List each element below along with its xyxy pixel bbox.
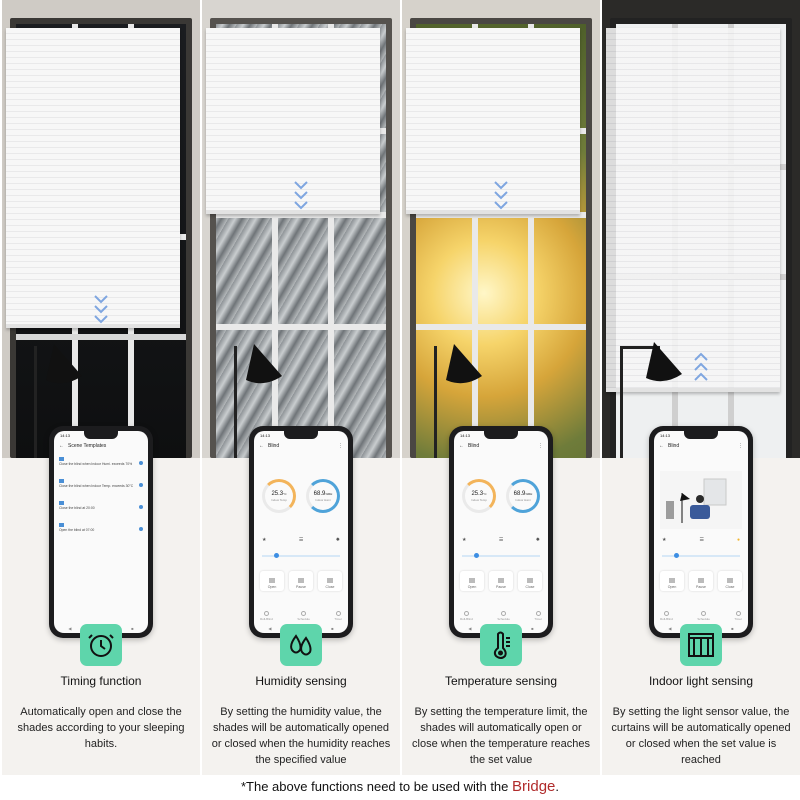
temperature-icon	[59, 479, 64, 483]
alarm-clock-icon	[80, 624, 122, 666]
room-illustration	[660, 471, 742, 529]
position-slider[interactable]	[462, 555, 540, 557]
info-icon[interactable]: ⋮	[738, 443, 743, 449]
slider-knob[interactable]	[674, 553, 679, 558]
feature-description: Automatically open and close the shades according to your sleeping habits.	[17, 706, 185, 750]
info-icon[interactable]: ⋮	[538, 443, 543, 449]
bridge-footnote: *The above functions need to be used with the Bridge.	[240, 778, 559, 795]
phone-mockup	[249, 426, 353, 638]
timer-icon	[59, 523, 64, 527]
screen-title: Scene Templates	[68, 443, 107, 449]
down-arrows-icon	[93, 294, 109, 328]
phone-screen	[254, 431, 348, 633]
settings-icon[interactable]: ✹	[535, 537, 540, 543]
chevron-icon	[139, 527, 143, 531]
status-time: 14:13	[460, 433, 471, 438]
scene-icon[interactable]: ★	[462, 537, 467, 543]
phone-screen	[454, 431, 548, 633]
position-slider[interactable]	[262, 555, 340, 557]
timer-icon	[59, 501, 64, 505]
window-scene	[602, 0, 800, 458]
list-item[interactable]: Open the blind at 07:00	[59, 523, 143, 532]
thermometer-icon	[480, 624, 522, 666]
slider-knob[interactable]	[274, 553, 279, 558]
humidity-icon	[59, 457, 64, 461]
system-nav: ◀ ■	[268, 626, 334, 631]
temperature-gauge: 25.3°C Indoor Temp	[262, 479, 296, 513]
panel-humidity	[202, 0, 400, 775]
curtain-icon[interactable]: ☰	[498, 537, 504, 543]
back-icon[interactable]: ←	[459, 443, 464, 449]
tab-timer[interactable]: Timer	[334, 611, 342, 621]
feature-title: Temperature sensing	[444, 674, 558, 688]
down-arrows-icon	[293, 180, 309, 214]
window-scene	[2, 0, 200, 458]
humidity-gauge: 68.9%RH Indoor Humi	[506, 479, 540, 513]
chevron-icon	[139, 483, 143, 487]
open-button[interactable]: Open	[460, 571, 484, 591]
tab-schedule[interactable]: Schedule	[497, 611, 510, 621]
info-icon[interactable]: ⋮	[338, 443, 343, 449]
slider-knob[interactable]	[474, 553, 479, 558]
panel-timing	[2, 0, 200, 775]
feature-description: By setting the temperature limit, the shades will automatically open or close when the temperature reaches the set value	[412, 706, 590, 766]
tab-timer[interactable]: Timer	[534, 611, 542, 621]
tab-roll-blind[interactable]: Roll-Blind	[260, 611, 273, 621]
pause-button[interactable]: Pause	[289, 571, 313, 591]
list-item[interactable]: Close the blind at 20:00	[59, 501, 143, 510]
panel-indoor-light	[602, 0, 800, 775]
phone-screen	[54, 431, 148, 633]
scene-icon[interactable]: ★	[662, 537, 667, 543]
status-time: 14:13	[660, 433, 671, 438]
pause-button[interactable]: Pause	[489, 571, 513, 591]
feature-description: By setting the light sensor value, the curtains will be automatically opened or closed when the set value is reached	[611, 706, 791, 766]
panel-temperature	[402, 0, 600, 775]
phone-mockup	[49, 426, 153, 638]
tab-roll-blind[interactable]: Roll-Blind	[660, 611, 673, 621]
list-item[interactable]: Close the blind when Indoor Temp. exceeds 30°C	[59, 479, 143, 488]
system-nav: ◀ ■	[68, 626, 134, 631]
humidity-gauge: 68.9%RH Indoor Humi	[306, 479, 340, 513]
blind-shade	[6, 28, 180, 328]
bridge-highlight: Bridge	[512, 778, 556, 795]
pause-button[interactable]: Pause	[689, 571, 713, 591]
screen-title: Blind	[468, 443, 480, 449]
water-drops-icon	[280, 624, 322, 666]
window-scene	[402, 0, 600, 458]
close-button[interactable]: Close	[718, 571, 742, 591]
feature-title: Indoor light sensing	[648, 674, 754, 688]
back-icon[interactable]: ←	[659, 443, 664, 449]
status-time: 14:13	[260, 433, 271, 438]
tab-schedule[interactable]: Schedule	[297, 611, 310, 621]
position-slider[interactable]	[662, 555, 740, 557]
curtain-icon[interactable]: ☰	[298, 537, 304, 543]
scene-icon[interactable]: ★	[262, 537, 267, 543]
list-item[interactable]: Close the blind when Indoor Humi. exceeds 70%	[59, 457, 143, 466]
system-nav: ◀ ■	[468, 626, 534, 631]
temperature-gauge: 25.3°C Indoor Temp	[462, 479, 496, 513]
window-light-icon	[680, 624, 722, 666]
screen-title: Blind	[268, 443, 280, 449]
feature-description: By setting the humidity value, the shades will be automatically opened or closed when the humidity reaches the specified value	[211, 706, 391, 766]
phone-mockup	[449, 426, 553, 638]
down-arrows-icon	[493, 180, 509, 214]
phone-screen	[654, 431, 748, 633]
system-nav: ◀ ■	[668, 626, 734, 631]
settings-icon[interactable]: ✹	[335, 537, 340, 543]
screen-title: Blind	[668, 443, 680, 449]
open-button[interactable]: Open	[260, 571, 284, 591]
phone-mockup	[649, 426, 753, 638]
back-icon[interactable]: ←	[259, 443, 264, 449]
tab-schedule[interactable]: Schedule	[697, 611, 710, 621]
curtain-icon[interactable]: ☰	[699, 537, 704, 543]
chevron-icon	[139, 505, 143, 509]
window-scene	[202, 0, 400, 458]
close-button[interactable]: Close	[318, 571, 342, 591]
close-button[interactable]: Close	[518, 571, 542, 591]
feature-title: Timing function	[60, 674, 142, 688]
open-button[interactable]: Open	[660, 571, 684, 591]
light-icon[interactable]: ●	[736, 537, 740, 543]
back-icon[interactable]: ←	[59, 443, 64, 449]
tab-roll-blind[interactable]: Roll-Blind	[460, 611, 473, 621]
status-time: 14:13	[60, 433, 71, 438]
tab-timer[interactable]: Timer	[734, 611, 742, 621]
feature-title: Humidity sensing	[255, 674, 347, 688]
chevron-icon	[139, 461, 143, 465]
